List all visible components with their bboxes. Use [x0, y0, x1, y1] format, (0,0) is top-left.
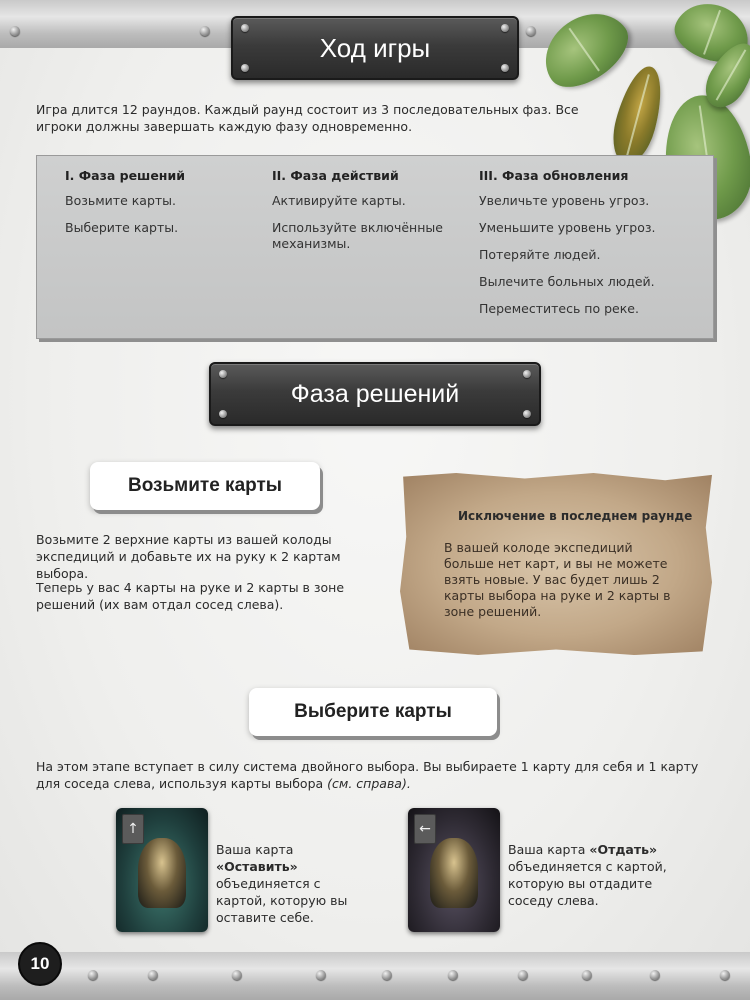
choose-cards-heading: [249, 688, 497, 736]
decision-phase-plaque: [209, 362, 541, 426]
phase-column: [65, 168, 255, 247]
phase-title: II. Фаза действий: [272, 168, 399, 183]
phase-column: [272, 168, 452, 263]
section-title-plaque: [231, 16, 519, 80]
rivet-icon: [200, 26, 210, 36]
rivet-icon: [88, 970, 98, 980]
rivet-icon: [241, 64, 249, 72]
bottom-metal-bar: [0, 952, 750, 1000]
choose-cards-heading-label: Выберите карты: [294, 701, 452, 722]
phases-table: [36, 155, 714, 339]
phase-item: Переместитесь по реке.: [479, 301, 639, 316]
phase-title: III. Фаза обновления: [479, 168, 629, 183]
rivet-icon: [526, 26, 536, 36]
choose-paragraph-text: На этом этапе вступает в силу система двойного выбора. Вы выбираете 1 карту для себя и 1 карту для соседа слева, используя карты выбора: [36, 759, 699, 791]
keep-card-text: [216, 841, 366, 926]
arrow-left-icon: ←: [414, 814, 436, 844]
rivet-icon: [720, 970, 730, 980]
rivet-icon: [523, 370, 531, 378]
phase-item: Потеряйте людей.: [479, 247, 601, 262]
keep-card-suffix: объединяется с картой, которую вы оставите себе.: [216, 876, 348, 925]
rivet-icon: [10, 26, 20, 36]
rivet-icon: [448, 970, 458, 980]
rivet-icon: [382, 970, 392, 980]
arrow-up-icon: ↑: [122, 814, 144, 844]
phase-item: Используйте включённые механизмы.: [272, 220, 443, 251]
character-figure: [138, 838, 186, 908]
see-right-note: (см. справа).: [327, 776, 411, 791]
choose-paragraph: [36, 758, 726, 792]
character-figure: [430, 838, 478, 908]
exception-title: Исключение в последнем раунде: [458, 509, 693, 523]
section-title: Ход игры: [319, 32, 431, 63]
draw-paragraph-1: Возьмите 2 верхние карты из вашей колоды экспедиций и добавьте их на руку к 2 картам выбора.: [36, 532, 341, 581]
page-number: 10: [18, 942, 62, 986]
phase-column: [479, 168, 689, 328]
rivet-icon: [219, 410, 227, 418]
give-card-image: [408, 808, 500, 932]
draw-cards-heading-label: Возьмите карты: [127, 475, 283, 496]
keep-card-name: «Оставить»: [216, 859, 298, 874]
rivet-icon: [316, 970, 326, 980]
rivet-icon: [650, 970, 660, 980]
phase-title: I. Фаза решений: [65, 168, 185, 183]
give-card-text: [508, 841, 668, 909]
exception-text: В вашей колоде экспедиций больше нет карт, и вы не можете взять новые. У вас будет лишь 2 карты выбора на руке и 2 карты в зоне решений.: [444, 540, 671, 619]
phase-item: Возьмите карты.: [65, 193, 177, 208]
rivet-icon: [523, 410, 531, 418]
phase-item: Вылечите больных людей.: [479, 274, 655, 289]
phase-item: Выберите карты.: [65, 220, 179, 235]
rivet-icon: [501, 64, 509, 72]
rivet-icon: [582, 970, 592, 980]
rivet-icon: [501, 24, 509, 32]
decision-phase-title: Фаза решений: [290, 379, 460, 408]
draw-cards-heading: [90, 462, 320, 510]
phase-item: Активируйте карты.: [272, 193, 406, 208]
rivet-icon: [241, 24, 249, 32]
intro-text: Игра длится 12 раундов. Каждый раунд состоит из 3 последовательных фаз. Все игроки должны завершать каждую фазу одновременно.: [36, 102, 579, 134]
give-card-suffix: объединяется с картой, которую вы отдадите соседу слева.: [508, 859, 667, 908]
rivet-icon: [518, 970, 528, 980]
keep-card-prefix: Ваша карта: [216, 842, 294, 857]
keep-card-image: [116, 808, 208, 932]
rivet-icon: [148, 970, 158, 980]
rivet-icon: [219, 370, 227, 378]
rivet-icon: [232, 970, 242, 980]
phase-item: Уменьшите уровень угроз.: [479, 220, 656, 235]
draw-paragraph-2: Теперь у вас 4 карты на руке и 2 карты в зоне решений (их вам отдал сосед слева).: [36, 580, 345, 612]
give-card-prefix: Ваша карта: [508, 842, 590, 857]
phase-item: Увеличьте уровень угроз.: [479, 193, 650, 208]
leaf-icon: [606, 62, 671, 169]
give-card-name: «Отдать»: [589, 842, 658, 857]
